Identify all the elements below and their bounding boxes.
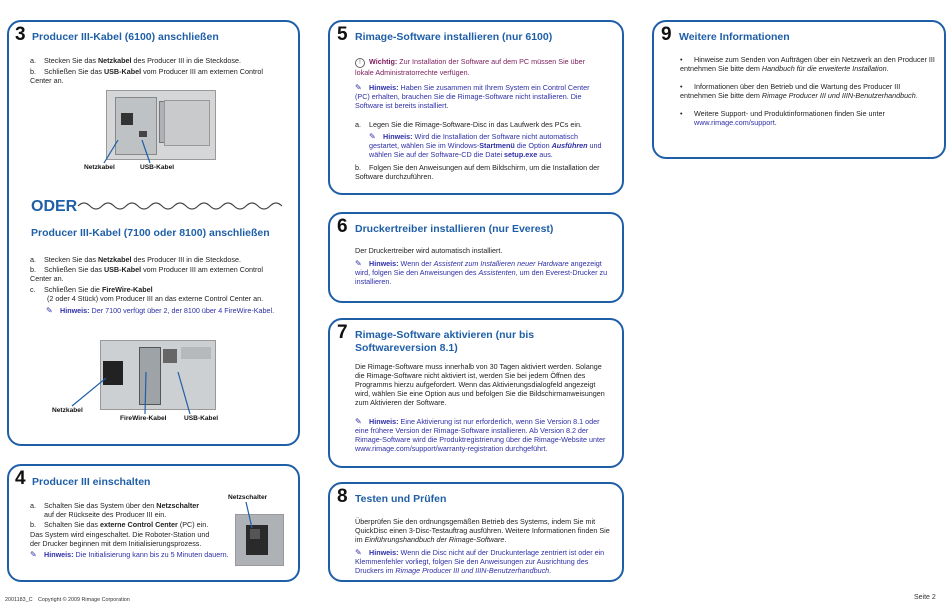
support-link[interactable]: www.rimage.com/support [694,118,775,127]
s3-step-a2: a. Stecken Sie das Netzkabel des Producer III in die Steckdose. [30,255,241,264]
label-firewire-kabel: FireWire-Kabel [120,415,167,422]
s5-step-b: b. Folgen Sie den Anweisungen auf dem Bildschirm, um die Installation der Software durchzuführen. [355,163,600,181]
section-3-title: Producer III-Kabel (6100) anschließen [32,31,219,43]
warning-icon: ! [355,58,365,68]
section-5-title: Rimage-Software installieren (nur 6100) [355,31,553,43]
footer-copyright: Copyright © 2009 Rimage Corporation [38,597,130,603]
section-7-number: 7 [337,322,348,343]
s4-step-b: b. Schalten Sie das externe Control Center (PC) ein. [30,520,209,529]
footer-page: Seite 2 [914,594,936,601]
s5-step-a: a. Legen Sie die Rimage-Software-Disc in das Laufwerk des PCs ein. [355,120,582,129]
s9-bullet-2: • Informationen über den Betrieb und die Wartung des Producer III entnehmen Sie bitte dem Rimage Producer III und IIIN-Benutzerhandbuch. [680,82,918,100]
s3-step-c2: c. Schließen Sie die FireWire-Kabel (2 oder 4 Stück) vom Producer III an das externe Control Center an. [30,285,264,303]
section-9-title: Weitere Informationen [679,31,790,43]
pencil-icon: ✎ [355,417,362,426]
section-6-number: 6 [337,216,348,237]
section-3-title-2: Producer III-Kabel (7100 oder 8100) anschließen [31,227,270,239]
section-6-title: Druckertreiber installieren (nur Everest) [355,223,554,235]
s3-step-a: a. Stecken Sie das Netzkabel des Producer III in die Steckdose. [30,56,241,65]
s4-step-a: a. Schalten Sie das System über den Netzschalter auf der Rückseite des Producer III ein. [30,501,200,519]
s5-hint-1: ✎ Hinweis: Haben Sie zusammen mit Ihrem System ein Control Center (PC) erhalten, brauchen Sie die Rimage-Software nicht installieren. Die Software ist bereits installiert. [355,83,590,110]
s5-hint-2: ✎ Hinweis: Wird die Installation der Software nicht automatisch gestartet, wählen Sie im Windows-Startmenü die Option Ausführen und wählen Sie auf der Software-CD die Datei setup.exe aus. [369,132,602,159]
section-7-title: Rimage-Software aktivieren (nur bis Softwareversion 8.1) [355,329,535,354]
label-netzkabel: Netzkabel [84,164,115,171]
s9-bullet-3: • Weitere Support- und Produktinformationen finden Sie unter www.rimage.com/support. [680,109,885,127]
pencil-icon: ✎ [355,259,362,268]
footer-docnum: 2001183_C [5,597,33,603]
pencil-icon: ✎ [355,548,362,557]
section-8-number: 8 [337,486,348,507]
label-netzkabel-2: Netzkabel [52,407,83,414]
section-4-title: Producer III einschalten [32,476,151,488]
s7-hint: ✎ Hinweis: Eine Aktivierung ist nur erforderlich, wenn Sie Version 8.1 oder eine frühere Version der Rimage-Software installieren. Ab Version 8.2 der Rimage-Software wird die Produktregistrierung über die Rimage-Website unter www.rimage.com/support/warranty-registration durchgeführt. [355,417,606,453]
pencil-icon: ✎ [369,132,376,141]
section-8-title: Testen und Prüfen [355,493,447,505]
s5-important: ! Wichtig: Zur Installation der Software auf dem PC müssen Sie über lokale Administratorrechte verfügen. [355,57,586,77]
s6-hint: ✎ Hinweis: Wenn der Assistent zum Installieren neuer Hardware angezeigt wird, folgen Sie den Anweisungen des Assistenten, um den Everest-Drucker zu installieren. [355,259,608,286]
s3-step-b: b. Schließen Sie das USB-Kabel vom Producer III am externen Control Center an. [30,67,263,85]
s4-paragraph: Das System wird eingeschaltet. Die Roboter-Station und der Drucker beginnen mit dem Initialisierungsprozess. [30,530,210,548]
label-netzschalter: Netzschalter [228,494,268,501]
pencil-icon: ✎ [355,83,362,92]
s8-hint: ✎ Hinweis: Wenn die Disc nicht auf der Druckunterlage zentriert ist oder ein Klemmenfehler vorliegt, folgen Sie den Anweisungen zur Ausrichtung des Druckers im Rimage Producer III und IIIN-Benutzerhandbuch. [355,548,605,575]
section-3-number: 3 [15,24,26,45]
pencil-icon: ✎ [46,306,53,315]
s4-hint: ✎ Hinweis: Die Initialisierung kann bis zu 5 Minuten dauern. [30,550,229,559]
section-9-number: 9 [661,24,672,45]
label-usb-kabel: USB-Kabel [140,164,175,171]
section-4-number: 4 [15,468,26,489]
label-usb-kabel-2: USB-Kabel [184,415,219,422]
pencil-icon: ✎ [30,550,37,559]
section-5-number: 5 [337,24,348,45]
s6-paragraph: Der Druckertreiber wird automatisch installiert. [355,246,503,255]
s9-bullet-1: • Hinweise zum Senden von Aufträgen über ein Netzwerk an den Producer III entnehmen Sie bitte dem Handbuch für die erweiterte Installation. [680,55,935,73]
s3-hint: ✎ Hinweis: Der 7100 verfügt über 2, der 8100 über 4 FireWire-Kabel. [46,306,275,315]
s7-paragraph: Die Rimage-Software muss innerhalb von 30 Tagen aktiviert werden. Solange die Rimage-Software nicht aktiviert ist, werden Sie bei jedem Öffnen des Programms hierzu aufgefordert. Wenn das Aktivierungsdialogfeld angezeigt wird, wählen Sie eine Option aus und befolgen Sie die Bildschirmanweisungen zum Aktivieren der Software. [355,362,605,407]
s3-step-b2: b. Schließen Sie das USB-Kabel vom Producer III am externen Control Center an. [30,265,263,283]
oder-heading: ODER [31,198,78,215]
s8-paragraph: Überprüfen Sie den ordnungsgemäßen Betrieb des Systems, indem Sie mit QuickDisc einen 3-Disc-Testauftrag ausführen. Weitere Informationen finden Sie im Einführungshandbuch der Rimage-Software. [355,517,610,544]
